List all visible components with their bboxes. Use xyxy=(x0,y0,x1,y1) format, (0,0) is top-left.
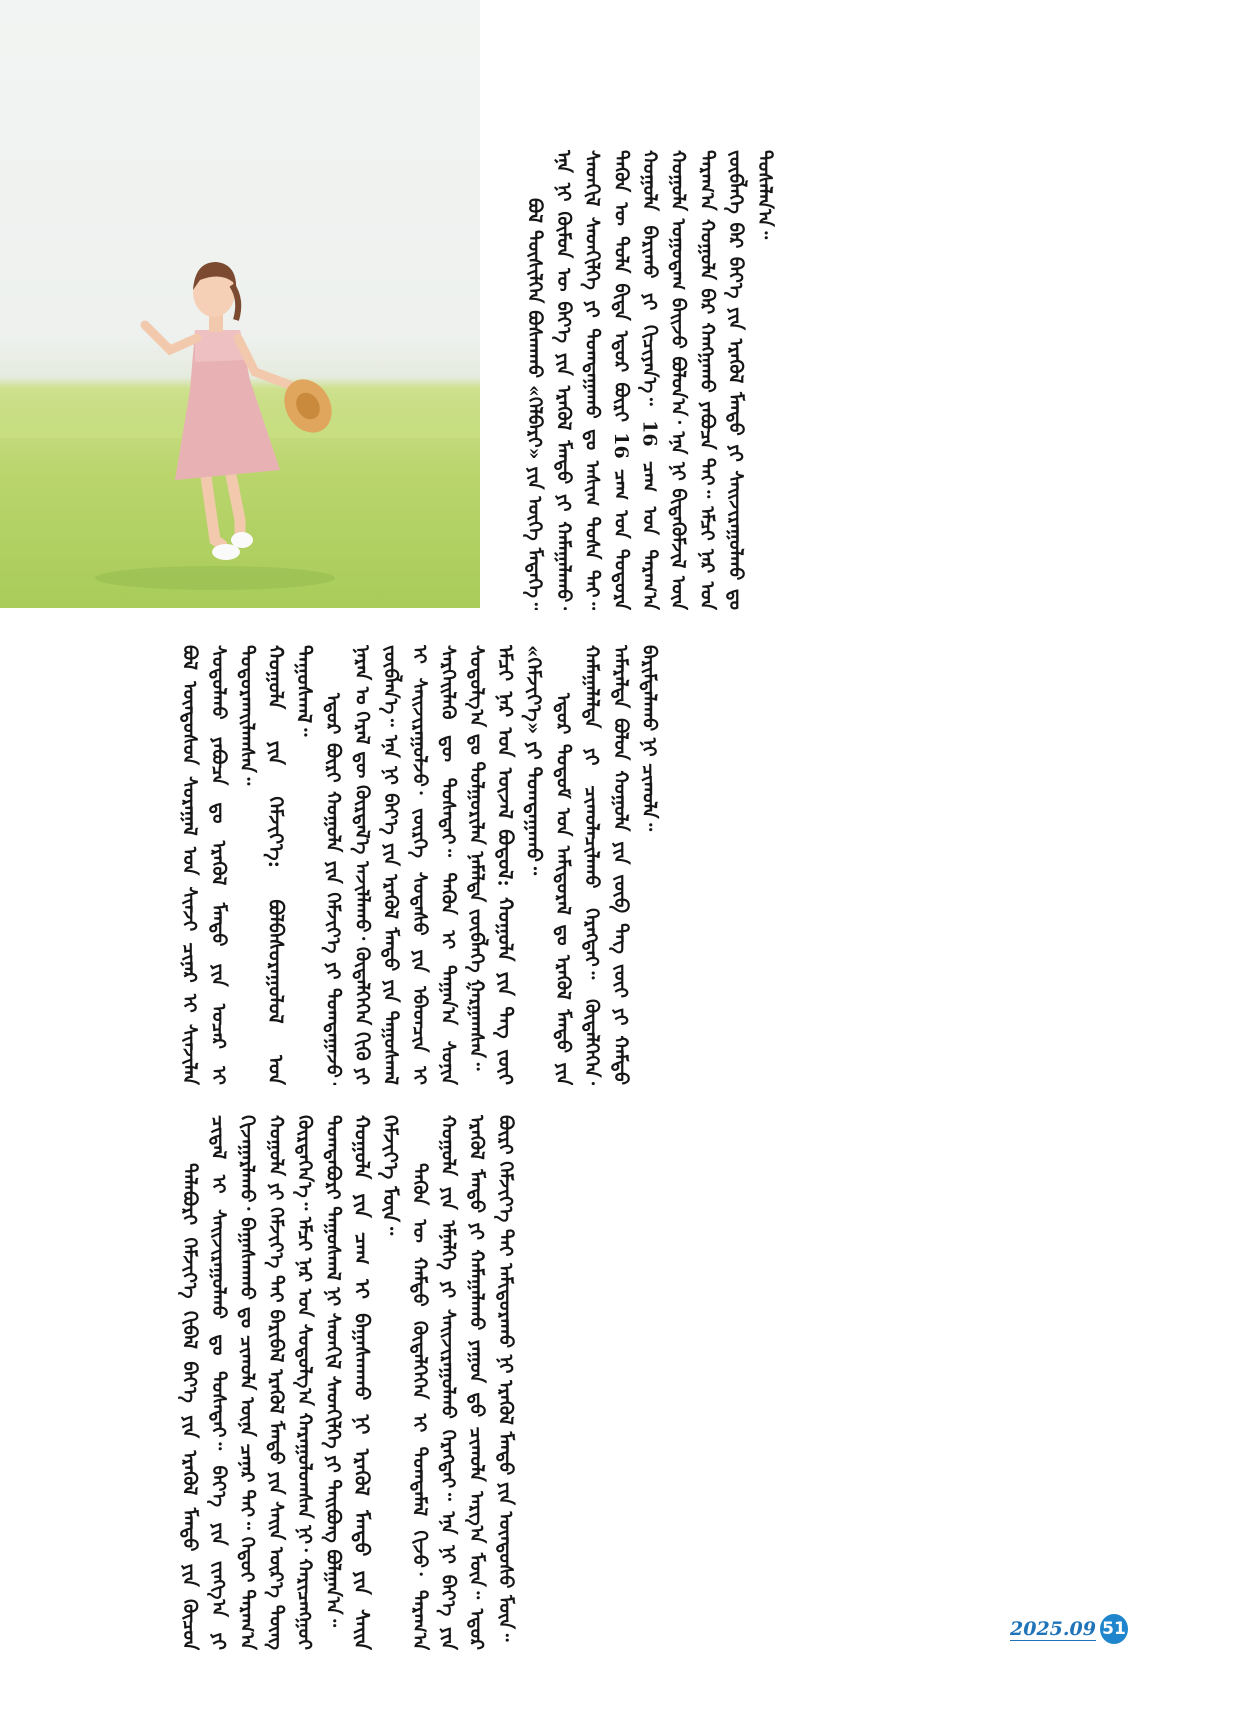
article-column-middle xyxy=(175,645,1080,1085)
article-paragraph: ᠪᠣᠯ ᠦᠨᠳᠦᠰᠦᠨ ᠰᠤᠷᠠᠭᠠᠯ ᠤᠨ ᠰᠢᠨᠵᠢ ᠴᠢᠨᠠᠷ ᠢ ᠰᠢᠨᠵᠢᠯᠡᠨ ᠰᠤᠳᠤᠯᠬᠤ ᠶᠠᠪᠤᠴᠠ ᠳᠤ ᠡᠷᠡᠭᠦᠯ ᠮᠡᠨᠳᠦ ᠶᠢᠨ ᠤᠴᠠᠷ ᠢ ᠲᠣᠳᠣᠷᠬᠠᠢᠯᠠᠭᠰᠠᠨ᠃ xyxy=(178,645,259,1085)
running-woman-illustration xyxy=(0,0,480,608)
article-subheading: ᠡᠮᠴᠢ ᠨᠠᠷ ᠤᠨ ᠦᠵᠡᠯ ᠪᠣᠳᠤᠯ: ᠬᠣᠭᠣᠯᠠ ᠶᠢᠨ ᠳᠡᠭ ᠵᠦᠢ «ᠬᠡᠮᠵᠢᠶ᠎ᠡ» ᠶᠢ ᠲᠣᠭᠲᠠᠭᠠᠬᠤ᠃ xyxy=(493,645,547,1085)
page-folio xyxy=(1010,1612,1128,1646)
article-paragraph: ᠡᠳᠦᠷ ᠪᠦᠷᠢ ᠬᠣᠭᠣᠯᠠ ᠶᠢᠨ ᠬᠡᠮᠵᠢᠶ᠎ᠡ ᠶᠢ ᠲᠣᠭᠲᠠᠭᠠᠵᠤ᠂ ᠨᠠᠷᠠᠨ ᠤ ᠭᠡᠷᠡᠯ ᠳᠦ ᠬᠦᠷᠲᠡᠯ᠎ᠡ ᠠᠵᠢᠯᠯᠠᠬᠤ᠂ ᠬᠥᠳᠡᠯᠭᠡᠭᠡᠨ ᠬᠢᠬᠦ ᠶᠢ ᠵᠥᠪᠯᠡᠨ᠎ᠡ᠃ ᠡᠨᠡ ᠨᠢ ᠪᠡᠶ᠎ᠡ ᠶᠢᠨ ᠡᠷᠡᠭᠦᠯ ᠮᠡᠨᠳᠦ ᠶᠢᠨ ᠳᠠᠭᠤᠰᠬᠠᠯ ᠢ ᠰᠠᠢᠵᠢᠷᠠᠭᠤᠯᠵᠤ᠂ ᠵᠦᠷᠬᠡ ᠰᠤᠳᠠᠰᠤ ᠶᠢᠨ ᠡᠪᠡᠳᠴᠢᠨ ᠢ ᠰᠡᠷᠭᠡᠢᠯᠡᠬᠦ ᠳᠦ ᠲᠤᠰᠠᠲᠠᠢ᠃ ᠲᠡᠭᠦᠨ ᠢ ᠳᠠᠭᠠᠨ᠎ᠠ ᠰᠣᠨᠢᠨ ᠰᠤᠳᠤᠯᠭ᠎ᠠ ᠳᠤ ᠲᠤᠯᠭᠤᠷᠢᠯᠠᠨ ᠨᠡᠮᠡᠯᠲᠡ ᠵᠥᠪᠯᠡᠭᠡ ᠭᠠᠷᠭᠠᠭᠰᠠᠨ᠃ xyxy=(322,645,488,1085)
page-number-badge: 51 xyxy=(1100,1614,1128,1644)
issue-date: 2025.09 xyxy=(1010,1617,1096,1640)
article-paragraph: ᠲᠠᠯᠠᠪᠤᠷᠢ ᠬᠡᠮᠵᠢᠶ᠎ᠡ ᠬᠢᠪᠡᠯ ᠪᠡᠶ᠎ᠡ ᠶᠢᠨ ᠡᠷᠡᠭᠦᠯ ᠮᠡᠨᠳᠦ ᠶᠢᠨ ᠬᠦᠴᠦᠨ ᠴᠢᠳᠠᠯ ᠢ ᠰᠠᠢᠵᠢᠷᠠᠭᠤᠯᠬᠤ ᠳᠤ ᠲᠤᠰᠠᠲᠠᠢ᠃ ᠪᠡᠶ᠎ᠡ ᠶᠢᠨ ᠵᠢᠩᠭ᠎ᠠ ᠶᠢ ᠬᠢᠵᠠᠭᠠᠷᠯᠠᠬᠤ᠂ ᠪᠠᠭᠠᠰᠬᠠᠬᠤ ᠳᠤ ᠴᠢᠬᠤᠯᠠ ᠦᠨᠡ ᠴᠠᠨᠠᠷ ᠲᠠᠢ᠃ ᠬᠡᠳᠦᠢ ᠳᠠᠷᠠᠭ᠎ᠠ ᠬᠣᠭᠣᠯᠠ ᠶᠢ ᠬᠡᠮᠵᠢᠶ᠎ᠡ ᠲᠠᠢ ᠪᠠᠷᠢᠪᠠᠯ ᠡᠷᠡᠭᠦᠯ ᠮᠡᠨᠳᠦ ᠶᠢᠨ ᠰᠠᠢᠨ ᠦᠷ᠎ᠡ ᠳᠦᠩ ᠬᠦᠷᠲᠡᠭᠡᠨ᠎ᠡ᠃ ᠡᠮᠴᠢ ᠨᠠᠷ ᠤᠨ ᠰᠤᠳᠤᠯᠭ᠎ᠠ ᠬᠠᠷᠠᠭᠤᠯᠤᠭᠰᠠᠨ ᠨᠢ᠂ ᠬᠠᠷᠢᠴᠠᠩᠭᠤᠢ ᠲᠣᠭᠲᠠᠪᠤᠷᠢ ᠳᠠᠭᠤᠰᠬᠠᠯ ᠨᠢ ᠰᠡᠳᠬᠢᠯ ᠰᠡᠳᠬᠢᠯᠭᠡ ᠶᠢ ᠲᠠᠢᠪᠤᠩ ᠪᠣᠯᠭᠠᠨ᠎ᠠ᠃ xyxy=(178,1115,345,1650)
article-paragraph: ᠲᠡᠭᠦᠨ ᠦ ᠬᠠᠮᠲᠤ ᠬᠥᠳᠡᠯᠭᠡᠭᠡᠨ ᠢ ᠲᠣᠭᠲᠠᠮᠠᠯ ᠬᠢᠵᠦ᠂ ᠳᠠᠷᠠᠭ᠎ᠠ ᠬᠣᠭᠣᠯᠠ ᠶᠢᠨ ᠡᠮᠨᠡᠯᠭᠡ ᠶᠢ ᠰᠠᠢᠵᠢᠷᠠᠭᠤᠯᠬᠤ ᠬᠡᠷᠡᠭᠲᠡᠢ᠃ ᠡᠨᠡ ᠨᠢ ᠪᠡᠶ᠎ᠡ ᠶᠢᠨ ᠡᠷᠡᠭᠦᠯ ᠮᠡᠨᠳᠦ ᠶᠢ ᠬᠠᠮᠠᠭᠠᠯᠠᠬᠤ ᠶᠠᠭᠤᠨ ᠳ᠋ᠦ ᠴᠢᠬᠤᠯᠠ ᠠᠷᠭ᠎ᠠ ᠮᠥᠨ᠃ ᠡᠳᠦᠷ ᠪᠦᠷᠢ ᠬᠡᠮᠵᠢᠶ᠎ᠡ ᠲᠠᠢ ᠠᠮᠢᠳᠤᠷᠠᠬᠤ ᠨᠢ ᠡᠷᠡᠭᠦᠯ ᠮᠡᠨᠳᠦ ᠶᠢᠨ ᠦᠨᠳᠦᠰᠦ ᠮᠥᠨ᠃ xyxy=(408,1115,517,1650)
article-paragraph: ᠪᠤᠯ ᠲᠦᠰᠢᠯᠬᠡᠨ ᠪᠣᠰᠬᠠᠬᠤ «ᠬᠡᠯᠪᠡᠷᠢ» ᠶᠢᠨ ᠦᠭᠡ ᠮᠡᠳᠡᠭᠡ᠃ ᠡᠨᠡ ᠨᠢ ᠬᠦᠮᠦᠨ ᠦ ᠪᠡᠶ᠎ᠡ ᠶᠢᠨ ᠡᠷᠡᠭᠦᠯ ᠮᠡᠨᠳᠦ ᠶᠢ ᠬᠠᠮᠠᠭᠠᠯᠠᠬᠤ᠂ ᠰᠡᠳᠬᠢᠯ ᠰᠡᠳᠬᠢᠯᠭᠡ ᠶᠢ ᠲᠣᠭᠲᠠᠭᠠᠬᠤ ᠳᠤ ᠠᠰᠢᠭ ᠲᠤᠰᠠ ᠲᠠᠢ᠃ ᠲᠡᠭᠦᠨ ᠦ ᠲᠤᠯᠠ ᠪᠢᠳᠡ ᠡᠳᠦᠷ ᠪᠦᠷᠢ 16 ᠴᠠᠭ ᠤᠨ ᠳᠣᠲᠣᠷᠠ ᠬᠣᠭᠣᠯᠠ ᠪᠠᠷᠢᠬᠤ ᠶᠢ ᠬᠢᠴᠢᠶᠡᠨ᠎ᠡ᠃ 16 ᠴᠠᠭ ᠤᠨ ᠳᠠᠷᠠᠭ᠎ᠠ ᠬᠣᠭᠣᠯᠠ ᠤᠭᠤᠳᠠᠭ ᠪᠠᠢᠵᠤ ᠪᠣᠯᠤᠨ᠎ᠠ᠂ ᠡᠨᠡ ᠨᠢ ᠪᠢᠲᠡᠭᠦᠮᠵᠢᠯ ᠦᠨ ᠳᠠᠷᠠᠭ᠎ᠠ ᠬᠣᠭᠣᠯᠠ ᠪᠡᠷ ᠬᠠᠩᠭᠠᠬᠤ ᠶᠠᠪᠤᠴᠠ ᠲᠠᠢ᠃ ᠡᠮᠴᠢ ᠨᠠᠷ ᠤᠨ ᠵᠥᠪᠯᠡᠭᠡ ᠪᠡᠷ ᠪᠡᠶ᠎ᠡ ᠶᠢᠨ ᠡᠷᠡᠭᠦᠯ ᠮᠡᠨᠳᠦ ᠶᠢ ᠰᠠᠢᠵᠢᠷᠠᠭᠤᠯᠬᠤ ᠳᠤ ᠲᠤᠰᠠᠯᠠᠨ᠎ᠠ᠃ xyxy=(523,150,776,610)
article-column-upper xyxy=(520,150,1080,610)
article-subheading: ᠬᠣᠭᠣᠯᠠ ᠶᠢᠨ ᠴᠠᠭ ᠢ ᠪᠠᠭᠠᠰᠬᠠᠬᠤ ᠨᠢ ᠡᠷᠡᠭᠦᠯ ᠮᠡᠨᠳᠦ ᠶᠢᠨ ᠰᠠᠢᠨ ᠬᠡᠮᠵᠢᠶ᠎ᠡ ᠮᠥᠨ᠃ xyxy=(349,1115,403,1650)
hero-photo xyxy=(0,0,480,608)
article-subheading: ᠬᠣᠭᠣᠯᠠ ᠶᠢᠨ ᠬᠡᠮᠵᠢᠶ᠎ᠡ: ᠪᠣᠯᠪᠠᠰᠤᠷᠠᠭᠤᠯᠤᠯ ᠤᠨ ᠳᠠᠭᠤᠰᠬᠠᠯ᠃ xyxy=(263,645,317,1085)
article-paragraph: ᠡᠳᠦᠷ ᠲᠤᠲᠤᠮ ᠤᠨ ᠠᠮᠢᠳᠤᠷᠠᠯ ᠳᠤ ᠡᠷᠡᠭᠦᠯ ᠮᠡᠨᠳᠦ ᠶᠢᠨ ᠬᠠᠮᠠᠭᠠᠯᠠᠯᠲᠠ ᠶᠢ ᠴᠢᠬᠤᠯᠠᠴᠢᠯᠠᠬᠤ ᠬᠡᠷᠡᠭᠲᠡᠢ᠃ ᠬᠥᠳᠡᠯᠭᠡᠭᠡᠨ᠂ ᠠᠮᠠᠷᠠᠯᠲᠠ ᠪᠣᠯᠤᠨ ᠬᠣᠭᠣᠯᠠ ᠶᠢᠨ ᠵᠥᠪ ᠳᠡᠭ ᠵᠦᠢ ᠶᠢ ᠬᠠᠮᠲᠤ ᠪᠠᠷᠢᠮᠲᠠᠯᠠᠬᠤ ᠨᠢ ᠴᠢᠬᠤᠯᠠ᠃ xyxy=(551,645,660,1085)
article-column-lower xyxy=(175,1115,1080,1650)
